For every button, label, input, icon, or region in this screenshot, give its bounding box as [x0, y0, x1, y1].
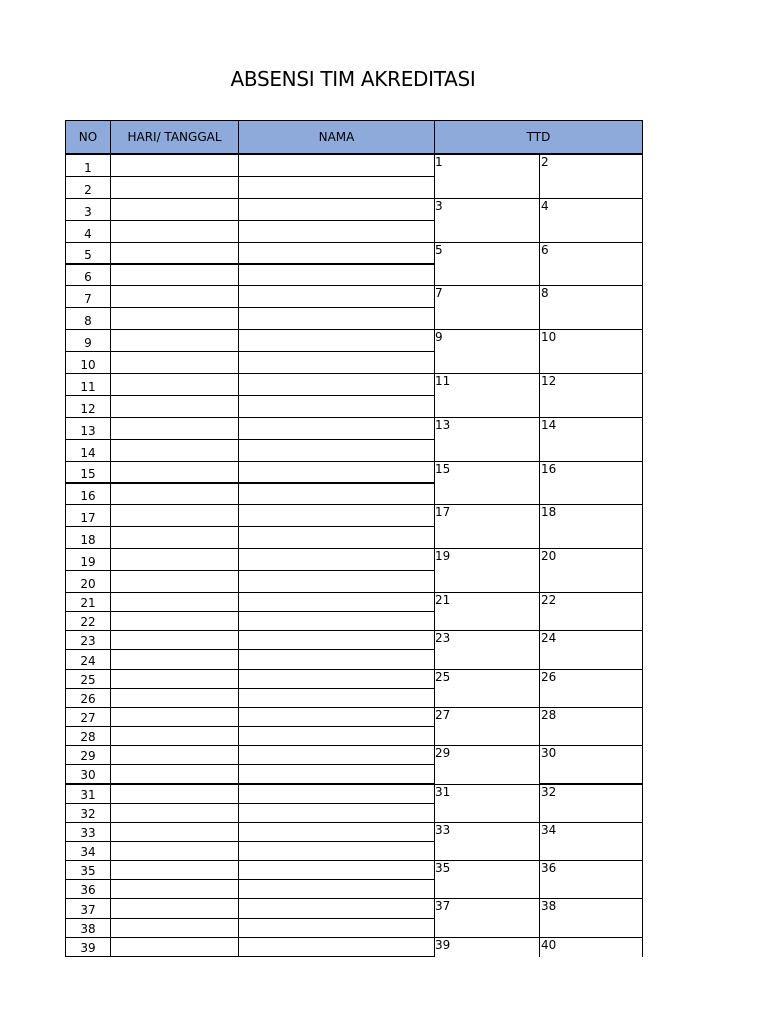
name-cell[interactable] [238, 592, 435, 612]
row-number: 23 [65, 630, 111, 650]
row-number: 3 [65, 198, 111, 221]
signature-cell[interactable] [434, 329, 540, 374]
date-cell[interactable] [110, 329, 239, 352]
row-number: 30 [65, 764, 111, 784]
name-cell[interactable] [238, 417, 435, 440]
signature-number: 22 [541, 593, 557, 607]
name-cell[interactable] [238, 264, 435, 287]
signature-number: 5 [435, 242, 443, 257]
signature-cell[interactable] [434, 669, 540, 708]
date-cell[interactable] [110, 154, 239, 177]
date-cell[interactable] [110, 745, 239, 765]
name-cell[interactable] [238, 220, 435, 243]
name-cell[interactable] [238, 630, 435, 650]
row-number: 15 [65, 461, 111, 484]
row-number: 26 [65, 688, 111, 708]
name-cell[interactable] [238, 307, 435, 330]
row-number: 28 [65, 726, 111, 746]
signature-number: 20 [541, 549, 557, 564]
signature-cell[interactable] [434, 373, 540, 418]
signature-number: 24 [541, 631, 557, 646]
signature-cell[interactable] [539, 707, 643, 746]
signature-cell[interactable] [539, 745, 643, 784]
row-number: 29 [65, 745, 111, 765]
signature-number: 37 [435, 899, 451, 914]
date-cell[interactable] [110, 688, 239, 708]
signature-cell[interactable] [434, 592, 540, 631]
date-cell[interactable] [110, 526, 239, 549]
row-number: 19 [65, 548, 111, 571]
name-cell[interactable] [238, 860, 435, 880]
row-number: 5 [65, 242, 111, 265]
name-cell[interactable] [238, 726, 435, 746]
signature-number: 8 [541, 286, 549, 301]
date-cell[interactable] [110, 570, 239, 593]
row-number: 39 [65, 937, 111, 957]
row-number: 37 [65, 898, 111, 918]
row-number: 33 [65, 822, 111, 842]
signature-cell[interactable] [434, 285, 540, 330]
header-no: NO [65, 120, 111, 154]
signature-cell[interactable] [434, 898, 540, 937]
signature-number: 18 [541, 505, 557, 520]
date-cell[interactable] [110, 784, 239, 804]
name-cell[interactable] [238, 285, 435, 308]
row-number: 21 [65, 592, 111, 612]
date-cell[interactable] [110, 176, 239, 199]
name-cell[interactable] [238, 822, 435, 842]
name-cell[interactable] [238, 548, 435, 571]
signature-number: 27 [435, 707, 451, 722]
signature-cell[interactable] [539, 860, 643, 899]
signature-number: 21 [435, 593, 451, 607]
date-cell[interactable] [110, 707, 239, 727]
date-cell[interactable] [110, 504, 239, 527]
page-title: ABSENSI TIM AKREDITASI [230, 67, 476, 91]
row-number: 13 [65, 417, 111, 440]
signature-cell[interactable] [539, 784, 643, 823]
row-number: 36 [65, 879, 111, 899]
date-cell[interactable] [110, 937, 239, 957]
signature-cell[interactable] [434, 417, 540, 462]
date-cell[interactable] [110, 649, 239, 669]
name-cell[interactable] [238, 351, 435, 374]
row-number: 24 [65, 649, 111, 669]
row-number: 35 [65, 860, 111, 880]
signature-cell[interactable] [434, 822, 540, 861]
signature-cell[interactable] [539, 898, 643, 937]
signature-number: 25 [435, 669, 451, 684]
date-cell[interactable] [110, 461, 239, 484]
signature-cell[interactable] [539, 285, 643, 330]
date-cell[interactable] [110, 803, 239, 823]
row-number: 22 [65, 611, 111, 631]
signature-number: 28 [541, 707, 557, 722]
name-cell[interactable] [238, 669, 435, 689]
signature-cell[interactable] [539, 154, 643, 199]
date-cell[interactable] [110, 860, 239, 880]
row-number: 31 [65, 784, 111, 804]
signature-cell[interactable] [539, 242, 643, 287]
name-cell[interactable] [238, 898, 435, 918]
date-cell[interactable] [110, 483, 239, 506]
date-cell[interactable] [110, 726, 239, 746]
name-cell[interactable] [238, 526, 435, 549]
name-cell[interactable] [238, 879, 435, 899]
date-cell[interactable] [110, 764, 239, 784]
signature-cell[interactable] [434, 504, 540, 549]
signature-cell[interactable] [434, 630, 540, 669]
signature-number: 6 [541, 242, 549, 257]
signature-number: 23 [435, 631, 451, 646]
date-cell[interactable] [110, 439, 239, 462]
signature-cell[interactable] [434, 860, 540, 899]
name-cell[interactable] [238, 154, 435, 177]
date-cell[interactable] [110, 395, 239, 418]
date-cell[interactable] [110, 592, 239, 612]
row-number: 8 [65, 307, 111, 330]
signature-cell[interactable] [434, 242, 540, 287]
signature-number: 1 [435, 155, 443, 169]
name-cell[interactable] [238, 611, 435, 631]
date-cell[interactable] [110, 548, 239, 571]
signature-number: 40 [541, 937, 557, 952]
date-cell[interactable] [110, 285, 239, 308]
name-cell[interactable] [238, 242, 435, 265]
signature-cell[interactable] [539, 461, 643, 506]
name-cell[interactable] [238, 198, 435, 221]
signature-cell[interactable] [539, 822, 643, 861]
date-cell[interactable] [110, 220, 239, 243]
date-cell[interactable] [110, 898, 239, 918]
row-number: 4 [65, 220, 111, 243]
name-cell[interactable] [238, 649, 435, 669]
signature-cell[interactable] [434, 461, 540, 506]
signature-cell[interactable] [539, 630, 643, 669]
signature-number: 13 [435, 417, 451, 432]
signature-number: 4 [541, 198, 549, 213]
row-number: 14 [65, 439, 111, 462]
date-cell[interactable] [110, 242, 239, 265]
date-cell[interactable] [110, 918, 239, 938]
signature-cell[interactable] [539, 592, 643, 631]
date-cell[interactable] [110, 669, 239, 689]
name-cell[interactable] [238, 803, 435, 823]
name-cell[interactable] [238, 504, 435, 527]
row-number: 11 [65, 373, 111, 396]
row-number: 6 [65, 264, 111, 287]
signature-number: 12 [541, 374, 557, 388]
signature-number: 35 [435, 861, 451, 876]
signature-number: 17 [435, 505, 451, 520]
row-number: 20 [65, 570, 111, 593]
date-cell[interactable] [110, 841, 239, 861]
row-number: 16 [65, 483, 111, 506]
signature-number: 29 [435, 746, 451, 761]
header-signature: TTD [434, 120, 643, 154]
signature-cell[interactable] [539, 937, 643, 957]
header-name: NAMA [238, 120, 435, 154]
row-number: 18 [65, 526, 111, 549]
signature-number: 30 [541, 746, 557, 761]
signature-number: 16 [541, 461, 557, 476]
signature-number: 36 [541, 861, 557, 876]
attendance-table [65, 120, 643, 956]
name-cell[interactable] [238, 461, 435, 484]
row-number: 12 [65, 395, 111, 418]
row-number: 10 [65, 351, 111, 374]
signature-number: 7 [435, 286, 443, 301]
row-number: 1 [65, 154, 111, 177]
name-cell[interactable] [238, 937, 435, 957]
signature-number: 38 [541, 899, 557, 914]
date-cell[interactable] [110, 417, 239, 440]
signature-cell[interactable] [539, 669, 643, 708]
signature-cell[interactable] [539, 548, 643, 593]
signature-cell[interactable] [539, 373, 643, 418]
date-cell[interactable] [110, 264, 239, 287]
signature-cell[interactable] [434, 707, 540, 746]
signature-number: 15 [435, 461, 451, 476]
signature-number: 10 [541, 330, 557, 345]
row-number: 25 [65, 669, 111, 689]
name-cell[interactable] [238, 841, 435, 861]
signature-cell[interactable] [539, 198, 643, 243]
row-number: 38 [65, 918, 111, 938]
date-cell[interactable] [110, 373, 239, 396]
row-number: 27 [65, 707, 111, 727]
row-number: 34 [65, 841, 111, 861]
name-cell[interactable] [238, 570, 435, 593]
signature-number: 33 [435, 822, 451, 837]
date-cell[interactable] [110, 198, 239, 221]
name-cell[interactable] [238, 439, 435, 462]
name-cell[interactable] [238, 745, 435, 765]
signature-cell[interactable] [539, 329, 643, 374]
signature-cell[interactable] [434, 154, 540, 199]
signature-cell[interactable] [434, 198, 540, 243]
signature-number: 14 [541, 417, 557, 432]
signature-cell[interactable] [434, 937, 540, 957]
date-cell[interactable] [110, 307, 239, 330]
name-cell[interactable] [238, 373, 435, 396]
name-cell[interactable] [238, 176, 435, 199]
signature-number: 31 [435, 784, 451, 799]
row-number: 9 [65, 329, 111, 352]
signature-cell[interactable] [434, 745, 540, 784]
row-number: 7 [65, 285, 111, 308]
header-date: HARI/ TANGGAL [110, 120, 239, 154]
row-number: 32 [65, 803, 111, 823]
signature-cell[interactable] [434, 784, 540, 823]
signature-number: 32 [541, 784, 557, 799]
date-cell[interactable] [110, 611, 239, 631]
signature-number: 19 [435, 549, 451, 564]
name-cell[interactable] [238, 784, 435, 804]
date-cell[interactable] [110, 630, 239, 650]
name-cell[interactable] [238, 688, 435, 708]
row-number: 2 [65, 176, 111, 199]
signature-number: 39 [435, 937, 451, 952]
row-number: 17 [65, 504, 111, 527]
signature-cell[interactable] [539, 504, 643, 549]
signature-number: 9 [435, 330, 443, 345]
signature-cell[interactable] [539, 417, 643, 462]
date-cell[interactable] [110, 822, 239, 842]
signature-cell[interactable] [434, 548, 540, 593]
date-cell[interactable] [110, 351, 239, 374]
signature-number: 3 [435, 198, 443, 213]
name-cell[interactable] [238, 918, 435, 938]
name-cell[interactable] [238, 764, 435, 784]
name-cell[interactable] [238, 329, 435, 352]
name-cell[interactable] [238, 395, 435, 418]
signature-number: 26 [541, 669, 557, 684]
signature-number: 11 [435, 374, 451, 388]
date-cell[interactable] [110, 879, 239, 899]
name-cell[interactable] [238, 483, 435, 506]
signature-number: 2 [541, 155, 549, 169]
signature-number: 34 [541, 822, 557, 837]
name-cell[interactable] [238, 707, 435, 727]
